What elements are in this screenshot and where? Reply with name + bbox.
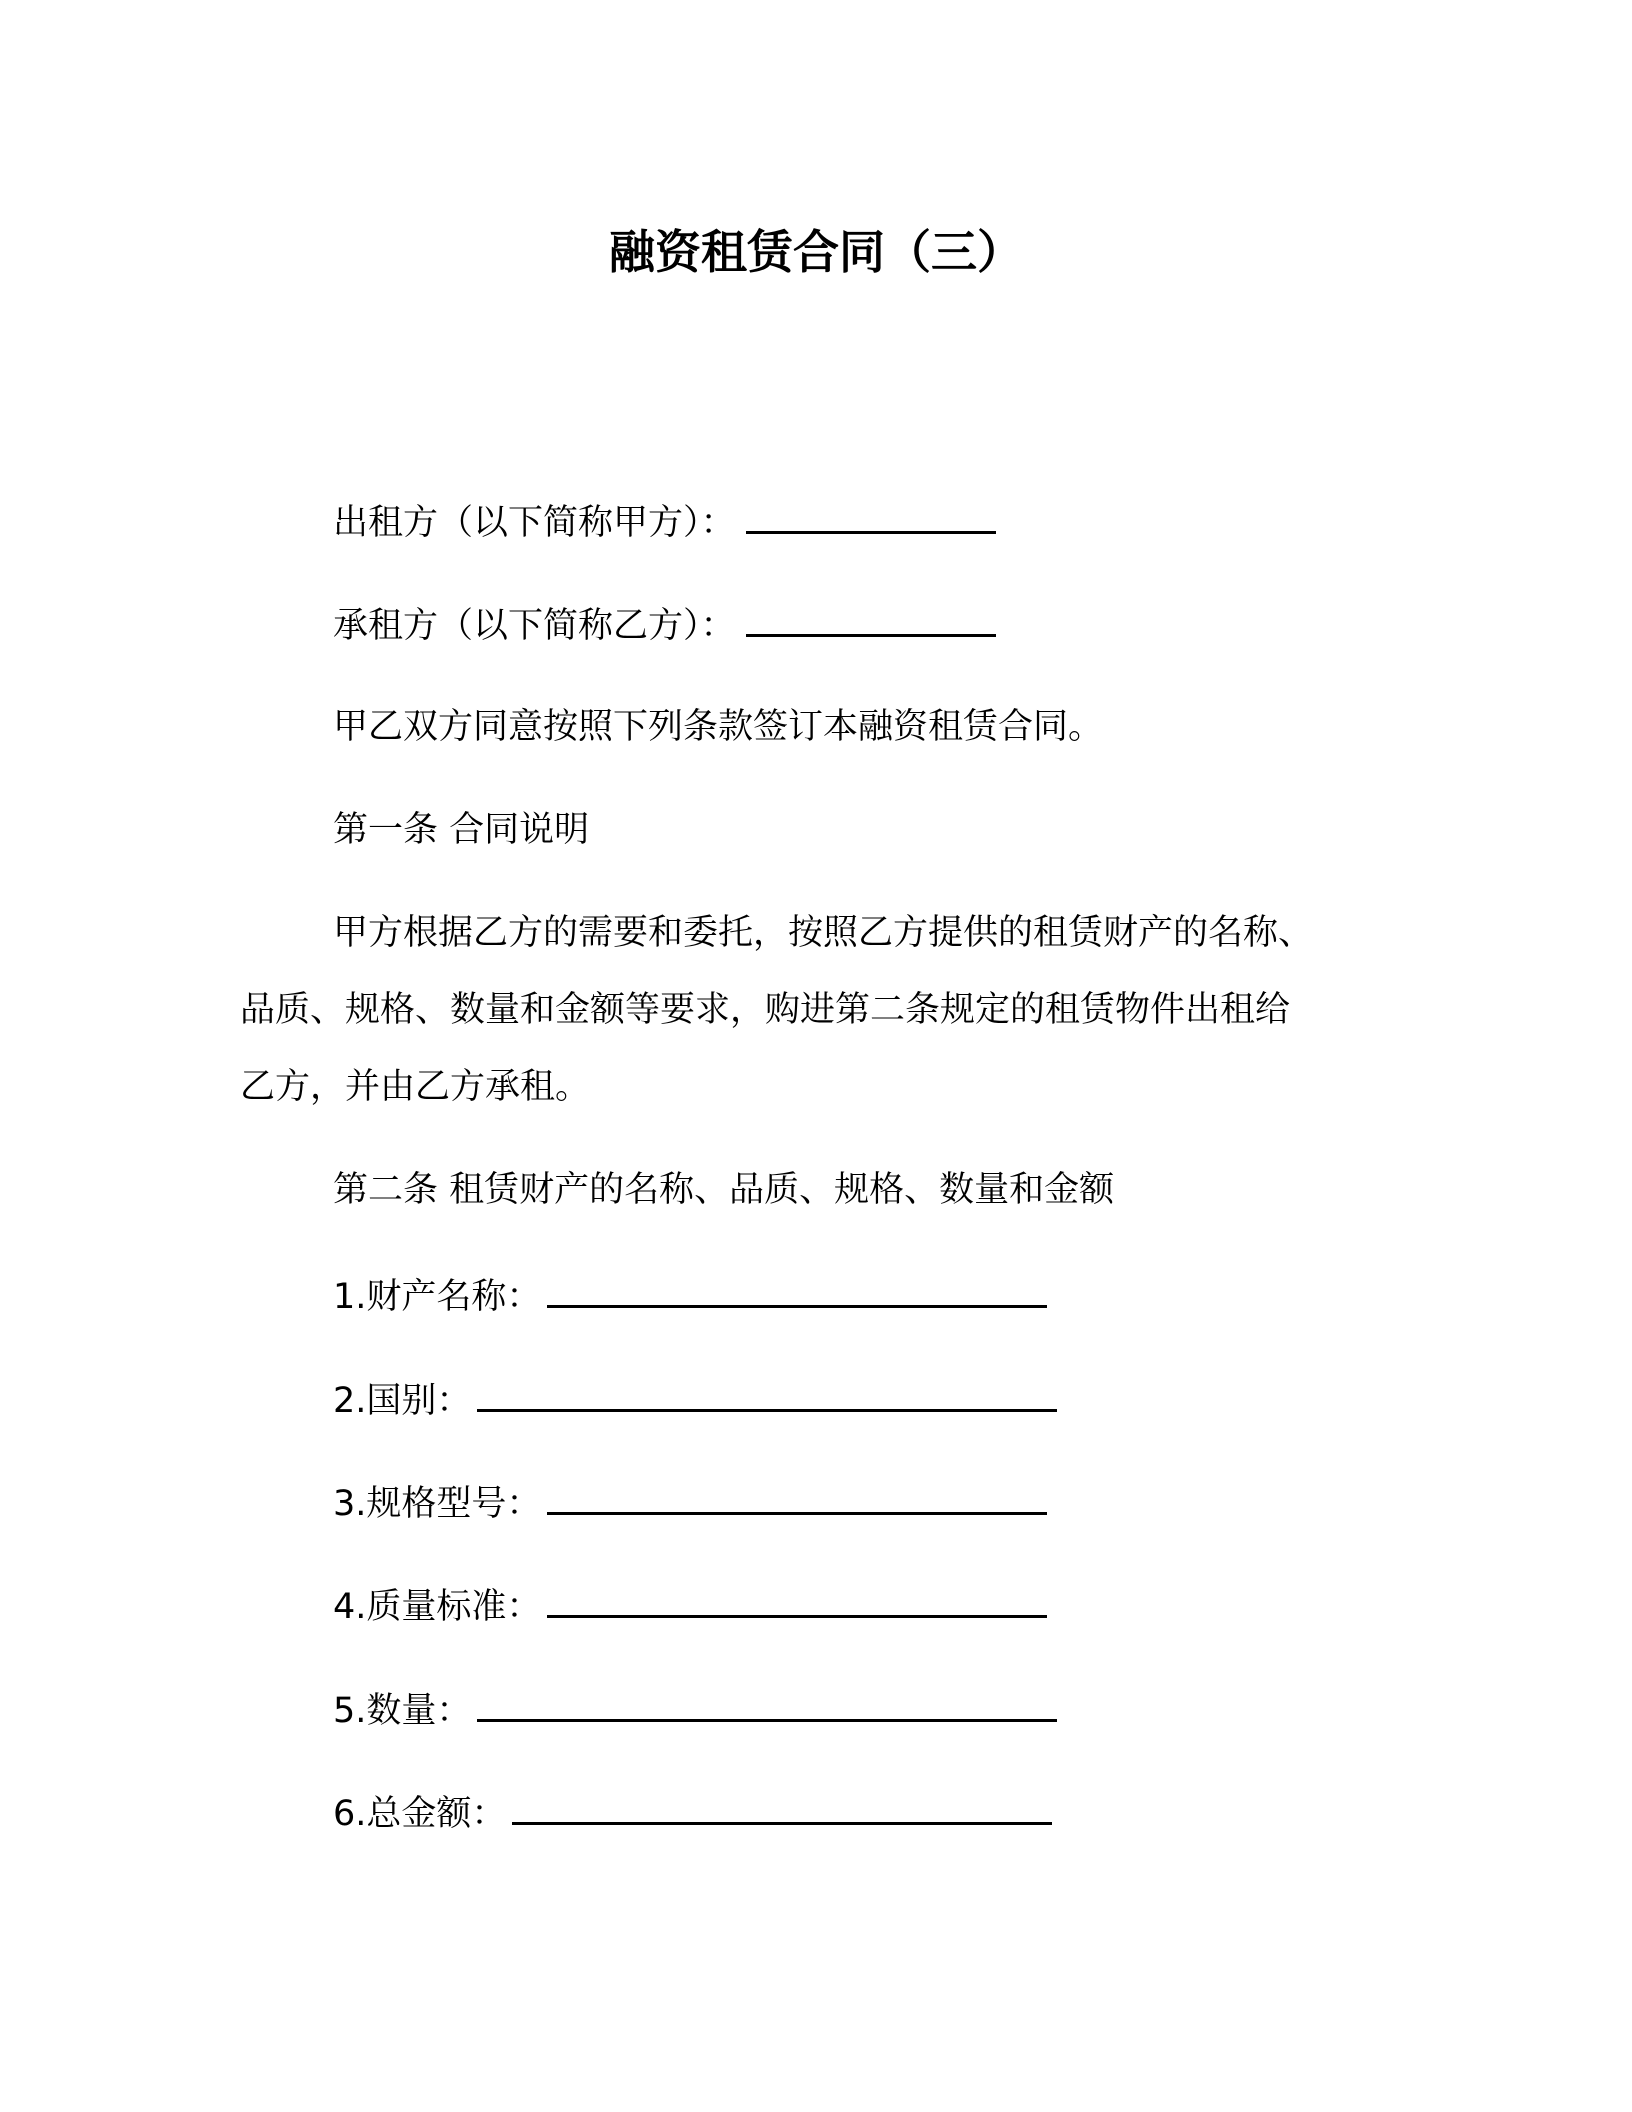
article2-heading: 第二条 租赁财产的名称、品质、规格、数量和金额 [333,1170,1115,1210]
lessor-label: 出租方（以下简称甲方）： [333,503,736,543]
article1-line3: 乙方，并由乙方承租。 [240,1067,591,1107]
lessor-line [333,495,996,548]
field-blank[interactable] [477,1683,1057,1722]
field-label: 1.财产名称： [333,1277,542,1317]
field-label: 2.国别： [333,1381,472,1421]
field-property-name [333,1269,1047,1322]
intro-paragraph: 甲乙双方同意按照下列条款签订本融资租赁合同。 [333,707,1104,747]
field-blank[interactable] [547,1269,1047,1308]
article1-line1: 甲方根据乙方的需要和委托，按照乙方提供的租赁财产的名称、 [333,913,1314,953]
field-blank[interactable] [477,1373,1057,1412]
document-title: 融资租赁合同（三） [609,225,1023,279]
field-total-amount [333,1786,1052,1839]
lessee-label: 承租方（以下简称乙方）： [333,606,736,646]
field-spec-model [333,1476,1047,1529]
lessee-line [333,598,996,651]
field-quantity [333,1683,1057,1736]
field-label: 6.总金额： [333,1794,507,1834]
field-label: 4.质量标准： [333,1587,542,1627]
field-blank[interactable] [512,1786,1052,1825]
field-label: 5.数量： [333,1691,472,1731]
field-blank[interactable] [547,1579,1047,1618]
article1-heading: 第一条 合同说明 [333,810,590,850]
lessee-blank[interactable] [746,598,996,637]
field-blank[interactable] [547,1476,1047,1515]
field-quality-standard [333,1579,1047,1632]
field-label: 3.规格型号： [333,1484,542,1524]
lessor-blank[interactable] [746,495,996,534]
article1-line2: 品质、规格、数量和金额等要求，购进第二条规定的租赁物件出租给 [240,990,1291,1030]
field-country [333,1373,1057,1426]
